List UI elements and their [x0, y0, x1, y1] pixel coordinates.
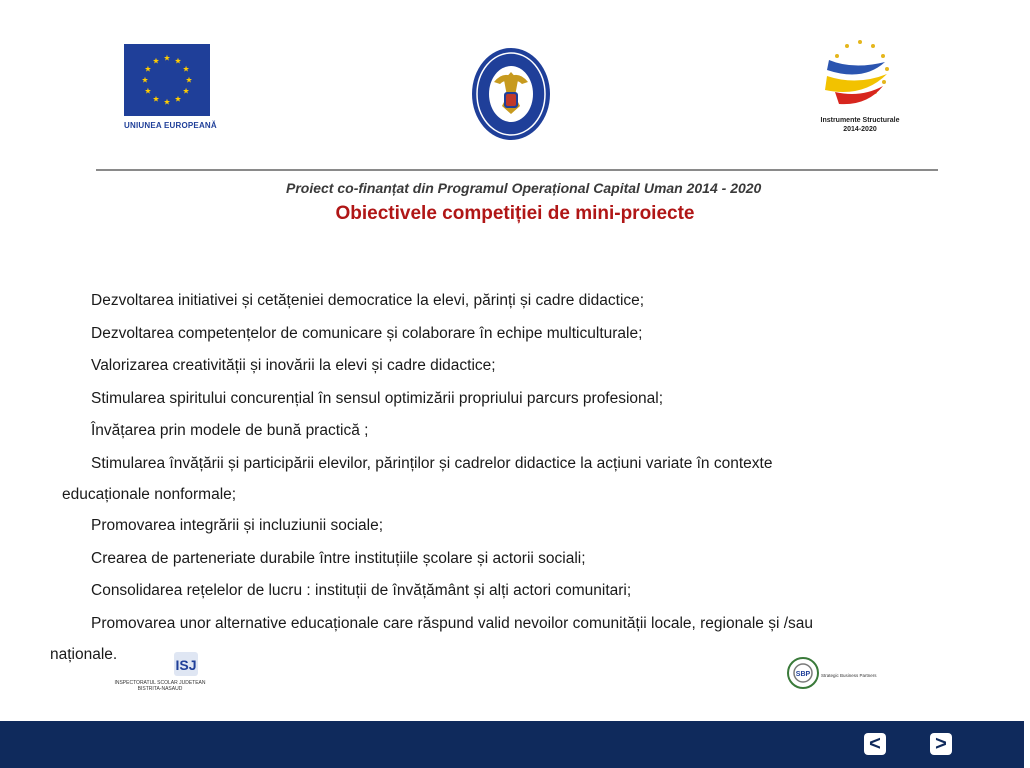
romanian-government-seal-icon: [470, 46, 552, 142]
eu-star-icon: [186, 77, 192, 83]
bottom-navigation-bar: [0, 721, 1024, 768]
eu-star-icon: [175, 58, 181, 64]
structural-instruments-icon: [813, 36, 907, 114]
objective-item: Dezvoltarea competențelor de comunicare și colaborare în echipe multiculturale;: [91, 324, 643, 342]
svg-text:Strategic Business Partners: Strategic Business Partners: [821, 673, 877, 678]
objective-item: Consolidarea rețelelor de lucru : instituții de învățământ și alți actori comunitari;: [91, 582, 632, 599]
eu-star-icon: [153, 96, 159, 102]
objective-item: Stimularea învățării și participării elevilor, părinților și cadrelor didactice la acțiuni variate în contexte: [91, 454, 773, 472]
program-cofinancing-line: Proiect co-finanțat din Programul Operațional Capital Uman 2014 - 2020: [286, 180, 762, 196]
eu-star-icon: [183, 88, 189, 94]
objective-item: Dezvoltarea initiativei și cetățeniei democratice la elevi, părinți și cadre didactice;: [91, 292, 645, 309]
sbp-logo: [785, 652, 877, 694]
eu-flag-icon: [124, 44, 210, 116]
isj-caption: [110, 680, 210, 692]
eu-logo: [124, 44, 217, 134]
objective-item-continuation: educaționale nonformale;: [62, 486, 237, 503]
structural-instruments-caption: [813, 116, 907, 134]
objectives-list: [50, 285, 962, 670]
structural-instruments-logo: [813, 36, 907, 146]
next-slide-button[interactable]: >: [930, 733, 952, 755]
eu-star-icon: [183, 66, 189, 72]
svg-text:SBP: SBP: [795, 671, 811, 678]
objective-item: Stimularea spiritului concurențial în sensul optimizării propriului parcurs profesional;: [91, 389, 664, 407]
previous-slide-button[interactable]: <: [864, 733, 886, 755]
eu-star-icon: [145, 66, 151, 72]
isj-logo: [110, 650, 210, 696]
header-divider: [96, 169, 938, 171]
sbp-icon: [785, 652, 877, 694]
objective-item: Promovarea integrării și incluziunii sociale;: [91, 517, 384, 534]
page-title: Obiectivele competiției de mini-proiecte: [335, 203, 695, 224]
objective-item: Promovarea unor alternative educaționale care răspund valid nevoilor comunității locale, regionale și /sau: [91, 614, 814, 632]
svg-text:ISJ: ISJ: [175, 657, 197, 673]
isj-caption-line-2: BISTRITA-NASAUD: [137, 686, 183, 692]
eu-star-icon: [164, 99, 170, 105]
eu-caption: UNIUNEA EUROPEANĂ: [124, 121, 217, 130]
eu-star-icon: [145, 88, 151, 94]
isj-icon: [110, 650, 210, 680]
eu-star-icon: [153, 58, 159, 64]
is-caption-line-2: 2014-2020: [843, 126, 877, 133]
is-caption-line-1: Instrumente Structurale: [820, 117, 900, 124]
eu-star-icon: [175, 96, 181, 102]
eu-star-icon: [142, 77, 148, 83]
eu-star-icon: [164, 55, 170, 61]
isj-caption-line-1: INSPECTORATUL SCOLAR JUDETEAN: [114, 680, 206, 686]
objective-item: Crearea de parteneriate durabile între instituțiile școlare și actorii sociali;: [91, 549, 586, 567]
objective-item: Învățarea prin modele de bună practică ;: [91, 422, 369, 439]
objective-item: Valorizarea creativității și inovării la elevi și cadre didactice;: [91, 357, 496, 374]
objective-item-continuation: naționale.: [50, 646, 118, 663]
